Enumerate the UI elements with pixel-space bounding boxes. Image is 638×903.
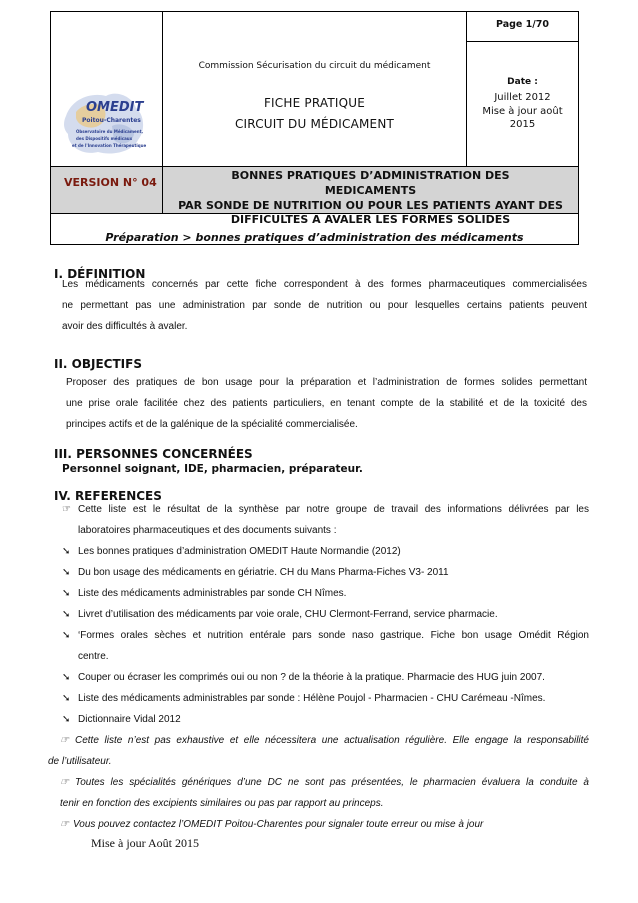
references-intro — [62, 499, 589, 520]
definition-text — [62, 274, 587, 337]
down-right-arrow-icon: ➘ — [62, 588, 71, 599]
reference-text-5-cont: centre. — [78, 651, 109, 662]
reference-text-1: Les bonnes pratiques d’administration OMEDIT Haute Normandie (2012) — [78, 546, 401, 557]
reference-item-6 — [62, 667, 589, 688]
note-2-line2: tenir en fonction des excipients similaires ou pas par rapport au princeps. — [60, 798, 384, 809]
objectifs-text — [66, 372, 587, 435]
subtitle: Préparation > bonnes pratiques d’administration des médicaments — [105, 231, 524, 244]
objectifs-line-1: Proposer des pratiques de bon usage pour la préparation et l’administration de formes solides permettant — [66, 377, 587, 388]
personnes-heading: III. PERSONNES CONCERNÉES — [54, 447, 253, 461]
definition-line-1: Les médicaments concernés par cette fiche correspondent à des formes pharmaceutiques commercialisées — [62, 279, 587, 290]
pointing-hand-icon: ☞ — [60, 735, 69, 746]
reference-text-8: Dictionnaire Vidal 2012 — [78, 714, 181, 725]
title-line-4: DIFFICULTES A AVALER LES FORMES SOLIDES — [230, 213, 511, 226]
objectifs-line-2: une prise orale facilitée chez des patients particuliers, en tenant compte de la stabilité et de la toxicité des — [66, 398, 587, 409]
down-right-arrow-icon: ➘ — [62, 714, 71, 725]
note-2 — [54, 772, 589, 793]
down-right-arrow-icon: ➘ — [62, 567, 71, 578]
title-line-3: PAR SONDE DE NUTRITION OU POUR LES PATIENTS AYANT DES — [178, 199, 563, 212]
objectifs-line-3: principes actifs et de la galénique de la spécialité commercialisée. — [66, 419, 358, 430]
fiche-title-line1: FICHE PRATIQUE — [263, 96, 366, 110]
version-label: VERSION N° 04 — [64, 176, 157, 189]
pointing-hand-icon: ☞ — [60, 777, 69, 788]
down-right-arrow-icon: ➘ — [62, 672, 71, 683]
reference-text-2: Du bon usage des médicaments en gériatrie. CH du Mans Pharma-Fiches V3- 2011 — [78, 567, 449, 578]
note-1-line1: Cette liste n’est pas exhaustive et elle nécessitera une actualisation régulière. Elle engage la responsabilité — [75, 735, 589, 746]
reference-item-7 — [62, 688, 589, 709]
down-right-arrow-icon: ➘ — [62, 693, 71, 704]
definition-line-2: ne permettant pas une administration par sonde de nutrition ou pour lesquelles certains patients peuvent — [62, 300, 587, 311]
objectifs-heading: II. OBJECTIFS — [54, 357, 142, 371]
down-right-arrow-icon: ➘ — [62, 546, 71, 557]
fiche-title-line2: CIRCUIT DU MÉDICAMENT — [234, 117, 395, 131]
date-value: Juillet 2012 — [494, 92, 551, 103]
reference-item-3 — [62, 583, 589, 604]
date-label: Date : — [507, 77, 538, 87]
page-footer: Mise à jour Août 2015 — [91, 836, 199, 850]
references-intro-line1: Cette liste est le résultat de la synthèse par notre groupe de travail des informations délivrées par les — [78, 504, 589, 515]
title-line-2: MEDICAMENTS — [324, 184, 417, 197]
personnes-text: Personnel soignant, IDE, pharmacien, préparateur. — [62, 463, 363, 475]
pointing-hand-icon: ☞ — [62, 504, 71, 515]
note-1 — [50, 730, 589, 751]
title-line-1: BONNES PRATIQUES D’ADMINISTRATION DES — [231, 169, 510, 182]
note-3-text: Vous pouvez contactez l’OMEDIT Poitou-Charentes pour signaler toute erreur ou mise à jour — [73, 819, 484, 830]
update-line2: 2015 — [509, 119, 536, 130]
references-heading: IV. REFERENCES — [54, 489, 162, 503]
references-intro-line2: laboratoires pharmaceutiques et des documents suivants : — [78, 525, 337, 536]
reference-text-3: Liste des médicaments administrables par sonde CH Nîmes. — [78, 588, 347, 599]
version-cell-bg — [51, 166, 162, 213]
reference-text-4: Livret d’utilisation des médicaments par voie orale, CHU Clermont-Ferrand, service pharmacie. — [78, 609, 498, 620]
reference-item-4 — [62, 604, 589, 625]
note-1-line2: de l’utilisateur. — [48, 756, 112, 767]
reference-item-1 — [62, 541, 589, 562]
header-divider-v2 — [466, 11, 467, 166]
reference-text-6: Couper ou écraser les comprimés oui ou non ? de la théorie à la pratique. Pharmacie des HUG juin 2007. — [78, 672, 545, 683]
logo-name: OMEDIT — [86, 100, 144, 115]
down-right-arrow-icon: ➘ — [62, 630, 71, 641]
definition-line-3: avoir des difficultés à avaler. — [62, 321, 188, 332]
note-2-line1: Toutes les spécialités génériques d’une DC ne sont pas présentées, le pharmacien évaluera la conduite à — [75, 777, 589, 788]
reference-text-7: Liste des médicaments administrables par sonde : Hélène Poujol - Pharmacien - CHU Carémeau -Nîmes. — [78, 693, 546, 704]
reference-item-8 — [62, 709, 589, 730]
logo-map-icon — [62, 86, 154, 162]
logo-tagline-3: et de l'Innovation Thérapeutique — [72, 143, 147, 148]
logo-tagline-2: des Dispositifs médicaux — [76, 136, 133, 141]
header-divider-h-page — [466, 41, 579, 42]
reference-item-2 — [62, 562, 589, 583]
update-line1: Mise à jour août — [482, 106, 563, 117]
reference-item-5 — [62, 625, 589, 646]
logo-region: Poitou-Charentes — [82, 117, 141, 124]
header-divider-h1 — [50, 166, 579, 167]
omedit-logo — [62, 86, 154, 162]
down-right-arrow-icon: ➘ — [62, 609, 71, 620]
page-number: Page 1/70 — [496, 19, 549, 30]
pointing-hand-icon: ☞ — [60, 819, 69, 830]
reference-text-5: ‘Formes orales sèches et nutrition entérale pars sonde naso gastrique. Fiche bon usage Omédit Région — [78, 630, 589, 641]
logo-tagline-1: Observatoire du Médicament, — [76, 129, 144, 134]
commission-label: Commission Sécurisation du circuit du médicament — [198, 61, 431, 71]
definition-heading: I. DÉFINITION — [54, 267, 146, 281]
note-3 — [54, 814, 589, 835]
